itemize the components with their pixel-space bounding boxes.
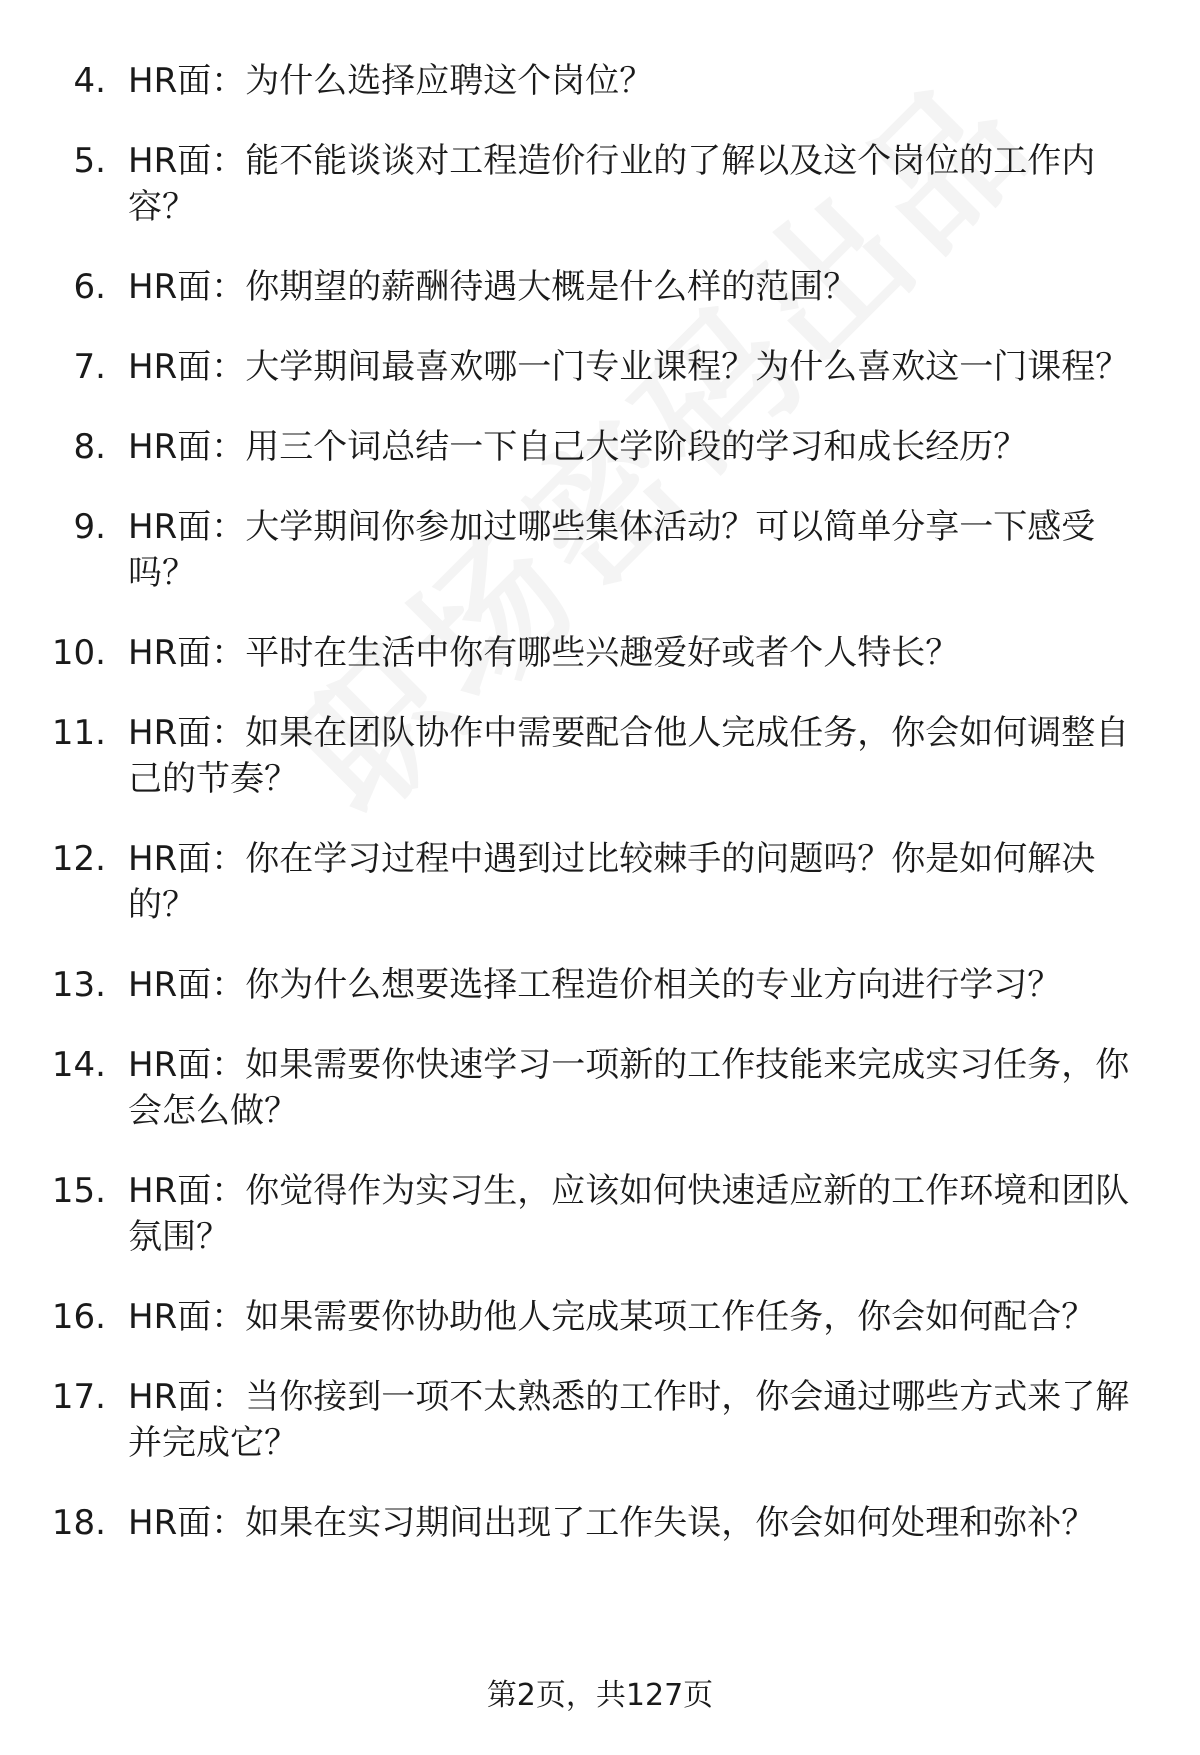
item-number: 8. [73,427,106,467]
item-number: 14. [51,1045,106,1085]
list-item [0,1042,1200,1134]
page-number-footer: 第2页，共127页 [486,1678,714,1713]
list-item [0,836,1200,928]
list-item [0,424,1200,470]
item-text: HR面：你觉得作为实习生，应该如何快速适应新的工作环境和团队氛围？ [128,1171,1130,1257]
item-number: 12. [51,839,106,879]
list-item [0,1168,1200,1260]
item-number: 13. [51,965,106,1005]
item-number: 4. [73,61,106,101]
item-text: HR面：你为什么想要选择工程造价相关的专业方向进行学习？ [128,965,1062,1005]
list-item [0,962,1200,1008]
item-number: 10. [51,633,106,673]
list-item [0,1374,1200,1466]
item-text: HR面：用三个词总结一下自己大学阶段的学习和成长经历？ [128,427,1028,467]
item-text: HR面：如果需要你快速学习一项新的工作技能来完成实习任务，你会怎么做？ [128,1045,1130,1131]
list-item [0,344,1200,390]
list-item [0,138,1200,230]
item-text: HR面：平时在生活中你有哪些兴趣爱好或者个人特长？ [128,633,960,673]
list-item [0,264,1200,310]
list-item [0,58,1200,104]
item-number: 6. [73,267,106,307]
item-number: 7. [73,347,106,387]
item-number: 17. [51,1377,106,1417]
item-number: 15. [51,1171,106,1211]
item-text: HR面：如果在团队协作中需要配合他人完成任务，你会如何调整自己的节奏？ [128,713,1130,799]
item-text: HR面：大学期间最喜欢哪一门专业课程？为什么喜欢这一门课程？ [128,347,1130,387]
item-text: HR面：当你接到一项不太熟悉的工作时，你会通过哪些方式来了解并完成它？ [128,1377,1130,1463]
item-text: HR面：大学期间你参加过哪些集体活动？可以简单分享一下感受吗？ [128,507,1096,593]
item-text: HR面：如果在实习期间出现了工作失误，你会如何处理和弥补？ [128,1503,1096,1543]
item-number: 9. [73,507,106,547]
list-item [0,504,1200,596]
item-text: HR面：你在学习过程中遇到过比较棘手的问题吗？你是如何解决的？ [128,839,1096,925]
list-item [0,1294,1200,1340]
list-item [0,630,1200,676]
item-number: 18. [51,1503,106,1543]
item-text: HR面：你期望的薪酬待遇大概是什么样的范围？ [128,267,858,307]
item-number: 5. [73,141,106,181]
question-list [0,58,1200,1580]
item-text: HR面：如果需要你协助他人完成某项工作任务，你会如何配合？ [128,1297,1096,1337]
item-text: HR面：能不能谈谈对工程造价行业的了解以及这个岗位的工作内容？ [128,141,1096,227]
item-number: 16. [51,1297,106,1337]
item-text: HR面：为什么选择应聘这个岗位？ [128,61,654,101]
list-item [0,1500,1200,1546]
item-number: 11. [51,713,106,753]
list-item [0,710,1200,802]
